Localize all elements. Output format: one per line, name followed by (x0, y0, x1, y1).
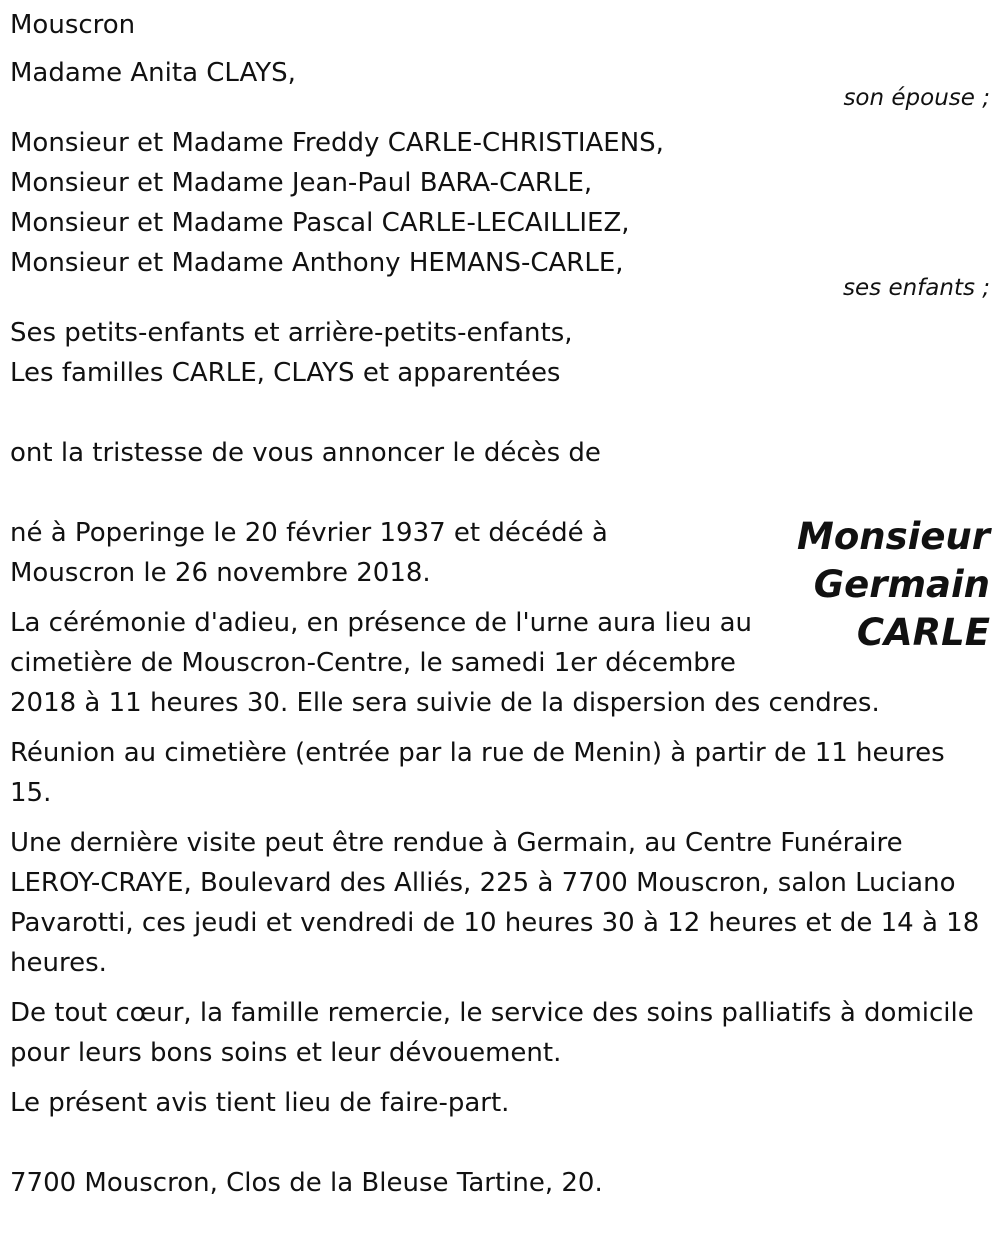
ceremony: La cérémonie d'adieu, en présence de l'urne aura lieu au cimetière de Mouscron-Centre, le samedi 1er décembre 2018 à 11 heures 30. Elle sera suivie de la dispersion des cendres. (10, 608, 880, 718)
deceased-first-name: Germain (813, 563, 990, 606)
child-name: Monsieur et Madame Anthony HEMANS-CARLE, (10, 248, 624, 278)
family-line: Ses petits-enfants et arrière-petits-enfants, (10, 318, 573, 348)
address: 7700 Mouscron, Clos de la Bleuse Tartine, 20. (10, 1168, 603, 1198)
notice: Le présent avis tient lieu de faire-part. (10, 1088, 510, 1118)
deceased-title: Monsieur (797, 515, 990, 558)
child-name: Monsieur et Madame Freddy CARLE-CHRISTIAENS, (10, 128, 664, 158)
family-line: Les familles CARLE, CLAYS et apparentées (10, 358, 561, 388)
location: Mouscron (10, 10, 136, 40)
main-body (10, 513, 990, 1123)
child-name: Monsieur et Madame Jean-Paul BARA-CARLE, (10, 168, 593, 198)
deceased-name (797, 513, 990, 657)
spouse-name: Madame Anita CLAYS, (10, 58, 296, 88)
children-role: ses enfants ; (843, 275, 990, 301)
spouse-role: son épouse ; (843, 85, 990, 111)
deceased-last-name: CARLE (856, 611, 990, 654)
meeting: Réunion au cimetière (entrée par la rue de Menin) à partir de 11 heures 15. (10, 738, 945, 808)
announcement: ont la tristesse de vous annoncer le décès de (10, 438, 601, 468)
death-notice (10, 5, 990, 1203)
visit: Une dernière visite peut être rendue à Germain, au Centre Funéraire LEROY-CRAYE, Boulevard des Alliés, 225 à 7700 Mouscron, salon Luciano Pavarotti, ces jeudi et vendredi de 10 heures 30 à 12 heures et de 14 à 18 heures. (10, 828, 980, 978)
birth-death: né à Poperinge le 20 février 1937 et décédé à Mouscron le 26 novembre 2018. (10, 518, 608, 588)
child-name: Monsieur et Madame Pascal CARLE-LECAILLIEZ, (10, 208, 630, 238)
thanks: De tout cœur, la famille remercie, le service des soins palliatifs à domicile pour leurs bons soins et leur dévouement. (10, 998, 974, 1068)
